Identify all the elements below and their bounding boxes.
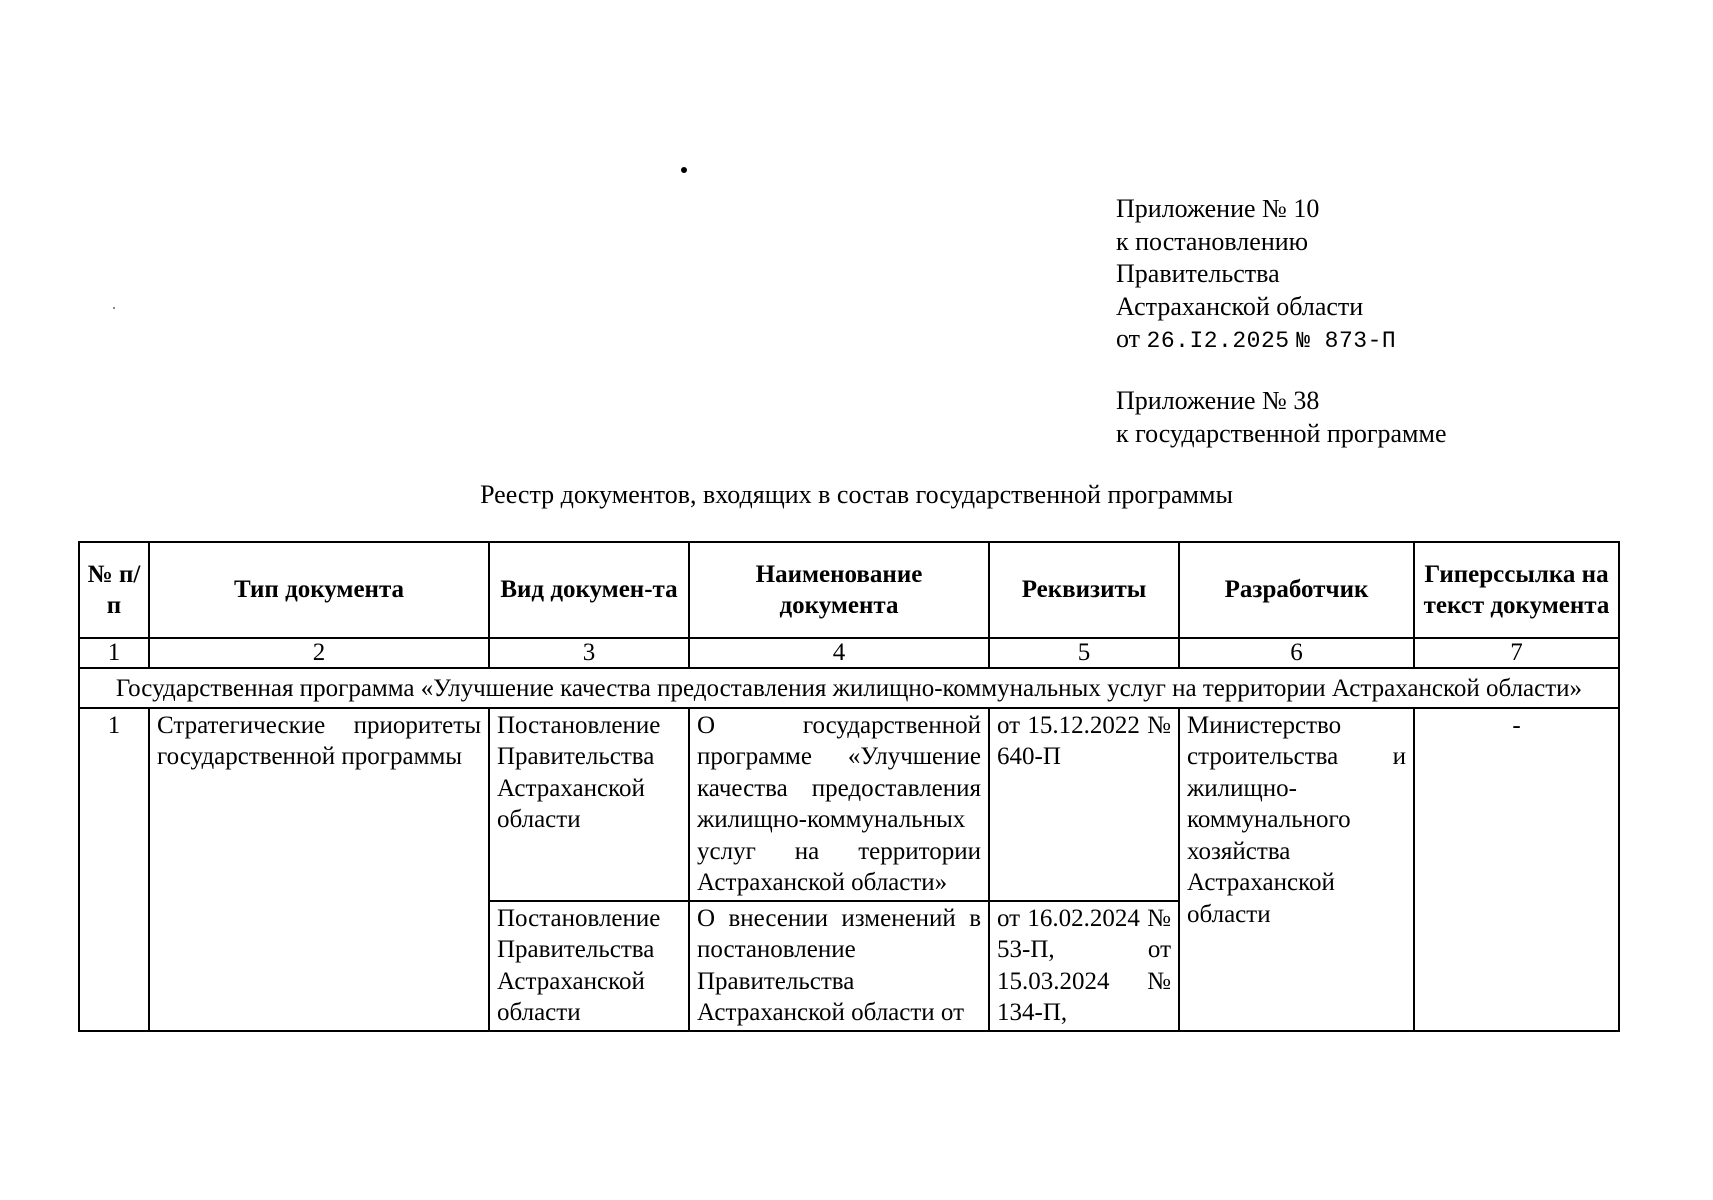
document-name-cell: О внесении изменений в постановление Правительства Астраханской области от [689, 901, 989, 1031]
column-number-cell: 7 [1414, 638, 1619, 668]
document-title: Реестр документов, входящих в состав государственной программы [480, 480, 1233, 509]
approval-line-4: Астраханской области [1116, 291, 1364, 321]
program-title-cell: Государственная программа «Улучшение качества предоставления жилищно-коммунальных услуг на территории Астраханской области» [79, 668, 1619, 708]
hyperlink-cell: - [1414, 708, 1619, 1031]
approval-date-prefix: от [1116, 324, 1141, 353]
column-number-cell: 3 [489, 638, 689, 668]
stray-dot-mark [681, 167, 687, 173]
header-cell: Вид докумен-та [489, 542, 689, 638]
document-kind-cell: Постановление Правительства Астраханской области [489, 708, 689, 901]
approval-line-5 [1116, 323, 1396, 358]
document-requisites-cell: от 15.12.2022 № 640-П [989, 708, 1179, 901]
column-number-cell: 6 [1179, 638, 1414, 668]
approval-line-2: к постановлению [1116, 226, 1309, 256]
column-number-cell: 5 [989, 638, 1179, 668]
column-number-cell: 4 [689, 638, 989, 668]
developer-cell: Министерство строительства и жилищно-коммунального хозяйства Астраханской области [1179, 708, 1414, 1031]
document-type-cell: Стратегические приоритеты государственной программы [149, 708, 489, 1031]
header-cell: Реквизиты [989, 542, 1179, 638]
header-row [79, 542, 1619, 638]
program-title-row [79, 668, 1619, 708]
header-cell: Наименование документа [689, 542, 989, 638]
header-cell: Гиперссылка на текст документа [1414, 542, 1619, 638]
appendix-block [1116, 385, 1447, 450]
approval-number: № 873-П [1296, 328, 1397, 354]
header-cell: Разработчик [1179, 542, 1414, 638]
column-number-cell: 1 [79, 638, 149, 668]
registry-table [78, 541, 1620, 1032]
approval-line-1: Приложение № 10 [1116, 194, 1320, 223]
approval-block [1116, 193, 1396, 358]
column-number-row [79, 638, 1619, 668]
appendix-line-2: к государственной программе [1116, 418, 1447, 448]
table-row [79, 708, 1619, 901]
document-name-cell: О государственной программе «Улучшение качества предоставления жилищно-коммунальных услуг на территории Астраханской области» [689, 708, 989, 901]
header-cell: № п/п [79, 542, 149, 638]
appendix-line-1: Приложение № 38 [1116, 386, 1320, 415]
scan-speck [113, 307, 115, 309]
approval-date: 26.I2.2025 [1146, 328, 1290, 354]
approval-line-3: Правительства [1116, 259, 1280, 288]
row-number-cell: 1 [79, 708, 149, 1031]
column-number-cell: 2 [149, 638, 489, 668]
header-cell: Тип документа [149, 542, 489, 638]
document-kind-cell: Постановление Правительства Астраханской области [489, 901, 689, 1031]
document-requisites-cell: от 16.02.2024 № 53-П, от 15.03.2024 № 134-П, [989, 901, 1179, 1031]
